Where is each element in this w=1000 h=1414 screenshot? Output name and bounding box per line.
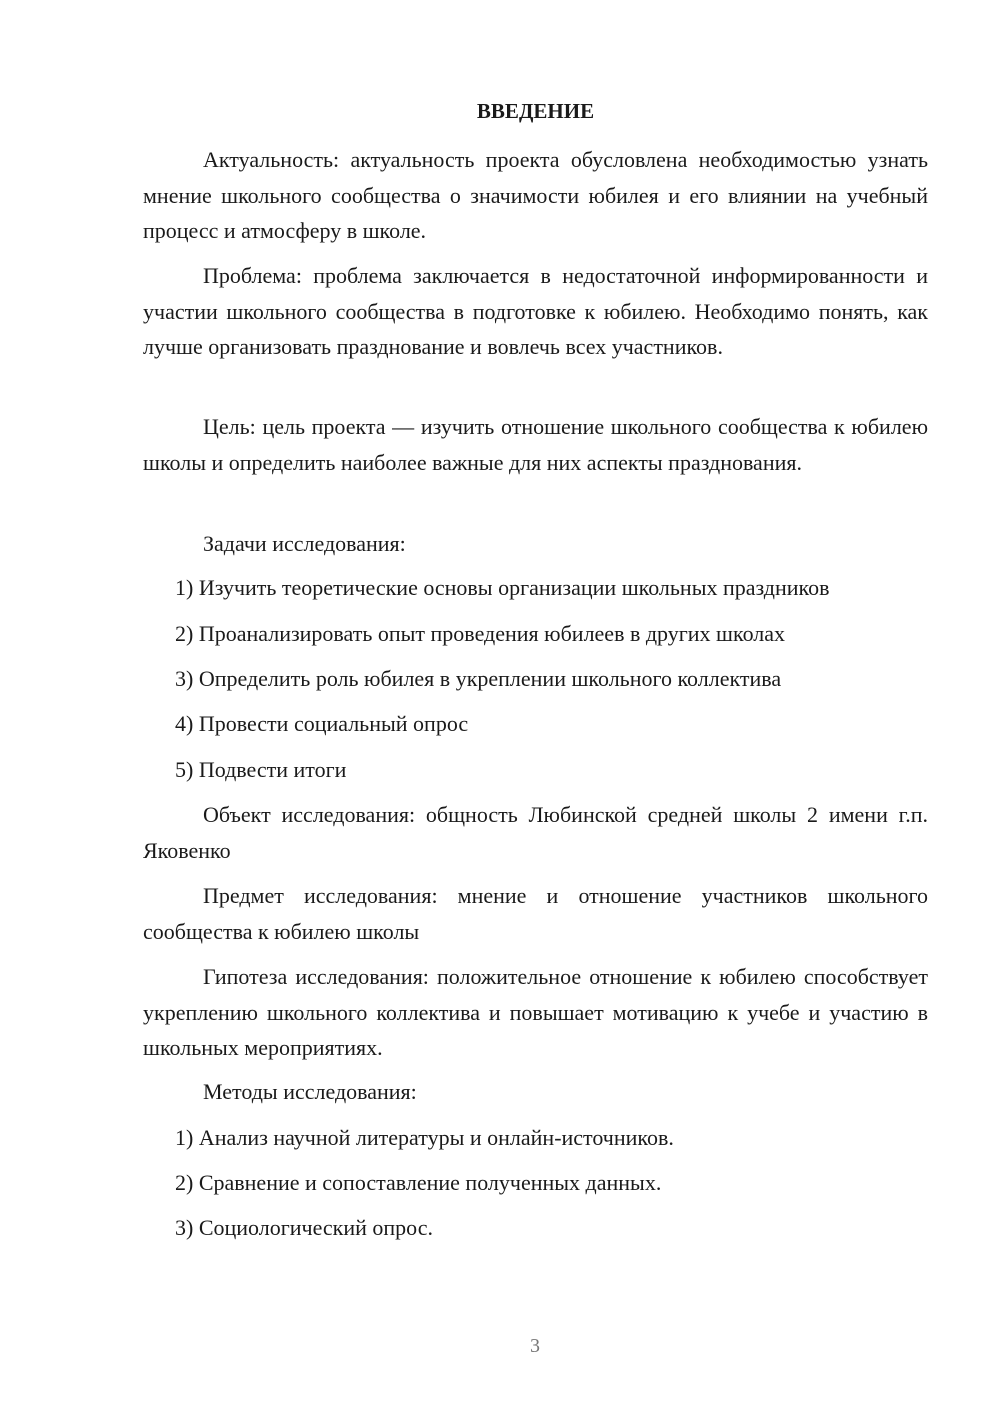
list-item: 2) Сравнение и сопоставление полученных данных. [175,1170,662,1195]
list-item: 2) Проанализировать опыт проведения юбилеев в других школах [175,621,786,646]
subject-paragraph: Предмет исследования: мнение и отношение участников школьного сообщества к юбилею школы [143,883,928,944]
hypothesis-paragraph: Гипотеза исследования: положительное отношение к юбилею способствует укреплению школьного коллектива и повышает мотивацию к учебе и участию в школьных мероприятиях. [143,964,928,1060]
list-item: 3) Определить роль юбилея в укреплении школьного коллектива [175,666,782,691]
page-number: 3 [530,1335,540,1357]
methods-heading: Методы исследования: [203,1079,417,1104]
list-item: 5) Подвести итоги [175,757,347,782]
tasks-heading: Задачи исследования: [203,531,406,556]
list-item: 3) Социологический опрос. [175,1215,433,1240]
list-item: 4) Провести социальный опрос [175,711,469,736]
list-item: 1) Анализ научной литературы и онлайн-источников. [175,1125,674,1150]
page-title: ВВЕДЕНИЕ [476,99,595,123]
problem-paragraph: Проблема: проблема заключается в недостаточной информированности и участии школьного сообщества в подготовке к юбилею. Необходимо понять, как лучше организовать празднование и вовлечь всех участников. [143,263,928,359]
relevance-paragraph: Актуальность: актуальность проекта обусловлена необходимостью узнать мнение школьного сообщества о значимости юбилея и его влиянии на учебный процесс и атмосферу в школе. [143,147,928,243]
list-item: 1) Изучить теоретические основы организации школьных праздников [175,575,830,600]
goal-paragraph: Цель: цель проекта — изучить отношение школьного сообщества к юбилею школы и определить наиболее важные для них аспекты празднования. [143,414,928,475]
object-paragraph: Объект исследования: общность Любинской средней школы 2 имени г.п. Яковенко [143,802,928,863]
